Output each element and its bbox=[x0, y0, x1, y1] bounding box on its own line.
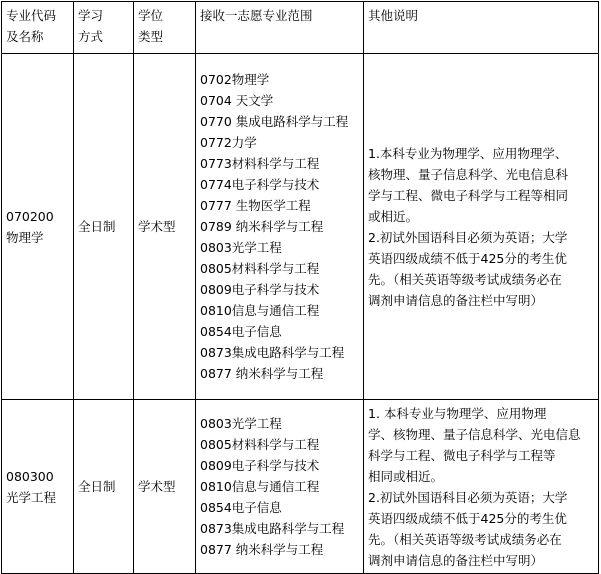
header-row bbox=[2, 2, 599, 54]
major-list bbox=[196, 400, 364, 574]
header-degree-type: 学位 类型 bbox=[134, 2, 196, 54]
list-item: 0877 纳米科学与工程 bbox=[200, 366, 324, 381]
list-item: 0810信息与通信工程 bbox=[200, 479, 320, 494]
header-major-range: 接收一志愿专业范围 bbox=[196, 2, 364, 54]
list-item: 0805材料科学与工程 bbox=[200, 437, 320, 452]
list-item: 0854电子信息 bbox=[200, 500, 282, 515]
major-code-name: 070200 物理学 bbox=[2, 54, 74, 400]
list-item: 0809电子科学与技术 bbox=[200, 282, 320, 297]
notes-cell: 1. 本科专业与物理学、应用物理 学、核物理、量子信息科学、光电信息 科学与工程、微电子科学与工程等 相同或相近。 2.初试外国语科目必须为英语；大学 英语四级成绩不低于425分的考生优 先。（相关英语等级考试成绩务必在 调剂申请信息的备注栏中写明） bbox=[364, 400, 599, 574]
list-item: 0803光学工程 bbox=[200, 416, 282, 431]
table-row bbox=[2, 400, 599, 574]
list-item: 0805材料科学与工程 bbox=[200, 261, 320, 276]
list-item: 0854电子信息 bbox=[200, 324, 282, 339]
table-row bbox=[2, 54, 599, 400]
notes-cell: 1.本科专业为物理学、应用物理学、 核物理、量子信息科学、光电信息科 学与工程、微电子科学与工程等相同 或相近。 2.初试外国语科目必须为英语；大学 英语四级成绩不低于425分的考生优 先。（相关英语等级考试成绩务必在 调剂申请信息的备注栏中写明） bbox=[364, 54, 599, 400]
list-item: 0702物理学 bbox=[200, 72, 270, 87]
list-item: 0772力学 bbox=[200, 135, 257, 150]
list-item: 0810信息与通信工程 bbox=[200, 303, 320, 318]
list-item: 0873集成电路科学与工程 bbox=[200, 345, 345, 360]
list-item: 0777 生物医学工程 bbox=[200, 198, 311, 213]
header-study-mode: 学习 方式 bbox=[74, 2, 134, 54]
list-item: 0704 天文学 bbox=[200, 93, 274, 108]
header-notes: 其他说明 bbox=[364, 2, 599, 54]
major-code-name: 080300 光学工程 bbox=[2, 400, 74, 574]
degree-type: 学术型 bbox=[134, 400, 196, 574]
list-item: 0770 集成电路科学与工程 bbox=[200, 114, 349, 129]
study-mode: 全日制 bbox=[74, 400, 134, 574]
study-mode: 全日制 bbox=[74, 54, 134, 400]
list-item: 0773材料科学与工程 bbox=[200, 156, 320, 171]
header-code-name: 专业代码 及名称 bbox=[2, 2, 74, 54]
list-item: 0809电子科学与技术 bbox=[200, 458, 320, 473]
list-item: 0877 纳米科学与工程 bbox=[200, 542, 324, 557]
list-item: 0803光学工程 bbox=[200, 240, 282, 255]
list-item: 0873集成电路科学与工程 bbox=[200, 521, 345, 536]
list-item: 0789 纳米科学与工程 bbox=[200, 219, 324, 234]
list-item: 0774电子科学与技术 bbox=[200, 177, 320, 192]
admission-table bbox=[1, 1, 599, 574]
degree-type: 学术型 bbox=[134, 54, 196, 400]
major-list bbox=[196, 54, 364, 400]
